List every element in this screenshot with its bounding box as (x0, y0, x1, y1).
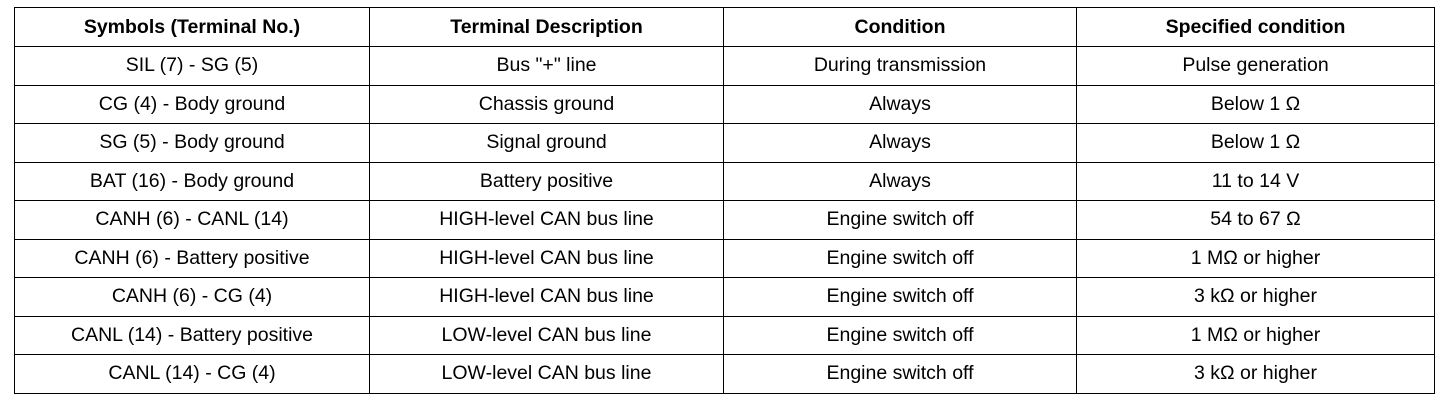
cell-terminal-description: Battery positive (370, 162, 724, 201)
cell-specified-condition: Below 1 Ω (1077, 124, 1435, 163)
cell-symbols: CANH (6) - CANL (14) (15, 201, 370, 240)
cell-symbols: CANL (14) - CG (4) (15, 355, 370, 394)
cell-symbols: CANL (14) - Battery positive (15, 316, 370, 355)
table-row (15, 47, 1435, 86)
table-row (15, 201, 1435, 240)
table-row (15, 124, 1435, 163)
cell-terminal-description: Signal ground (370, 124, 724, 163)
cell-symbols: CANH (6) - Battery positive (15, 239, 370, 278)
table-row (15, 278, 1435, 317)
cell-specified-condition: 1 MΩ or higher (1077, 239, 1435, 278)
cell-terminal-description: HIGH-level CAN bus line (370, 278, 724, 317)
cell-condition: Always (724, 124, 1077, 163)
cell-symbols: SG (5) - Body ground (15, 124, 370, 163)
cell-condition: Engine switch off (724, 201, 1077, 240)
terminal-spec-table (14, 7, 1435, 394)
header-row (15, 8, 1435, 47)
table-row (15, 239, 1435, 278)
cell-condition: Engine switch off (724, 278, 1077, 317)
cell-terminal-description: LOW-level CAN bus line (370, 355, 724, 394)
cell-condition: During transmission (724, 47, 1077, 86)
cell-terminal-description: LOW-level CAN bus line (370, 316, 724, 355)
cell-specified-condition: Pulse generation (1077, 47, 1435, 86)
cell-terminal-description: HIGH-level CAN bus line (370, 201, 724, 240)
table-row (15, 162, 1435, 201)
cell-symbols: SIL (7) - SG (5) (15, 47, 370, 86)
cell-condition: Engine switch off (724, 316, 1077, 355)
cell-condition: Engine switch off (724, 355, 1077, 394)
cell-condition: Always (724, 162, 1077, 201)
cell-terminal-description: HIGH-level CAN bus line (370, 239, 724, 278)
table-row (15, 85, 1435, 124)
cell-condition: Engine switch off (724, 239, 1077, 278)
header-terminal-description: Terminal Description (370, 8, 724, 47)
table-row (15, 316, 1435, 355)
cell-specified-condition: Below 1 Ω (1077, 85, 1435, 124)
cell-specified-condition: 1 MΩ or higher (1077, 316, 1435, 355)
cell-specified-condition: 54 to 67 Ω (1077, 201, 1435, 240)
cell-condition: Always (724, 85, 1077, 124)
cell-symbols: CG (4) - Body ground (15, 85, 370, 124)
table-row (15, 355, 1435, 394)
cell-terminal-description: Chassis ground (370, 85, 724, 124)
header-symbols: Symbols (Terminal No.) (15, 8, 370, 47)
cell-symbols: CANH (6) - CG (4) (15, 278, 370, 317)
header-condition: Condition (724, 8, 1077, 47)
cell-specified-condition: 11 to 14 V (1077, 162, 1435, 201)
cell-terminal-description: Bus "+" line (370, 47, 724, 86)
cell-symbols: BAT (16) - Body ground (15, 162, 370, 201)
header-specified-condition: Specified condition (1077, 8, 1435, 47)
cell-specified-condition: 3 kΩ or higher (1077, 278, 1435, 317)
cell-specified-condition: 3 kΩ or higher (1077, 355, 1435, 394)
